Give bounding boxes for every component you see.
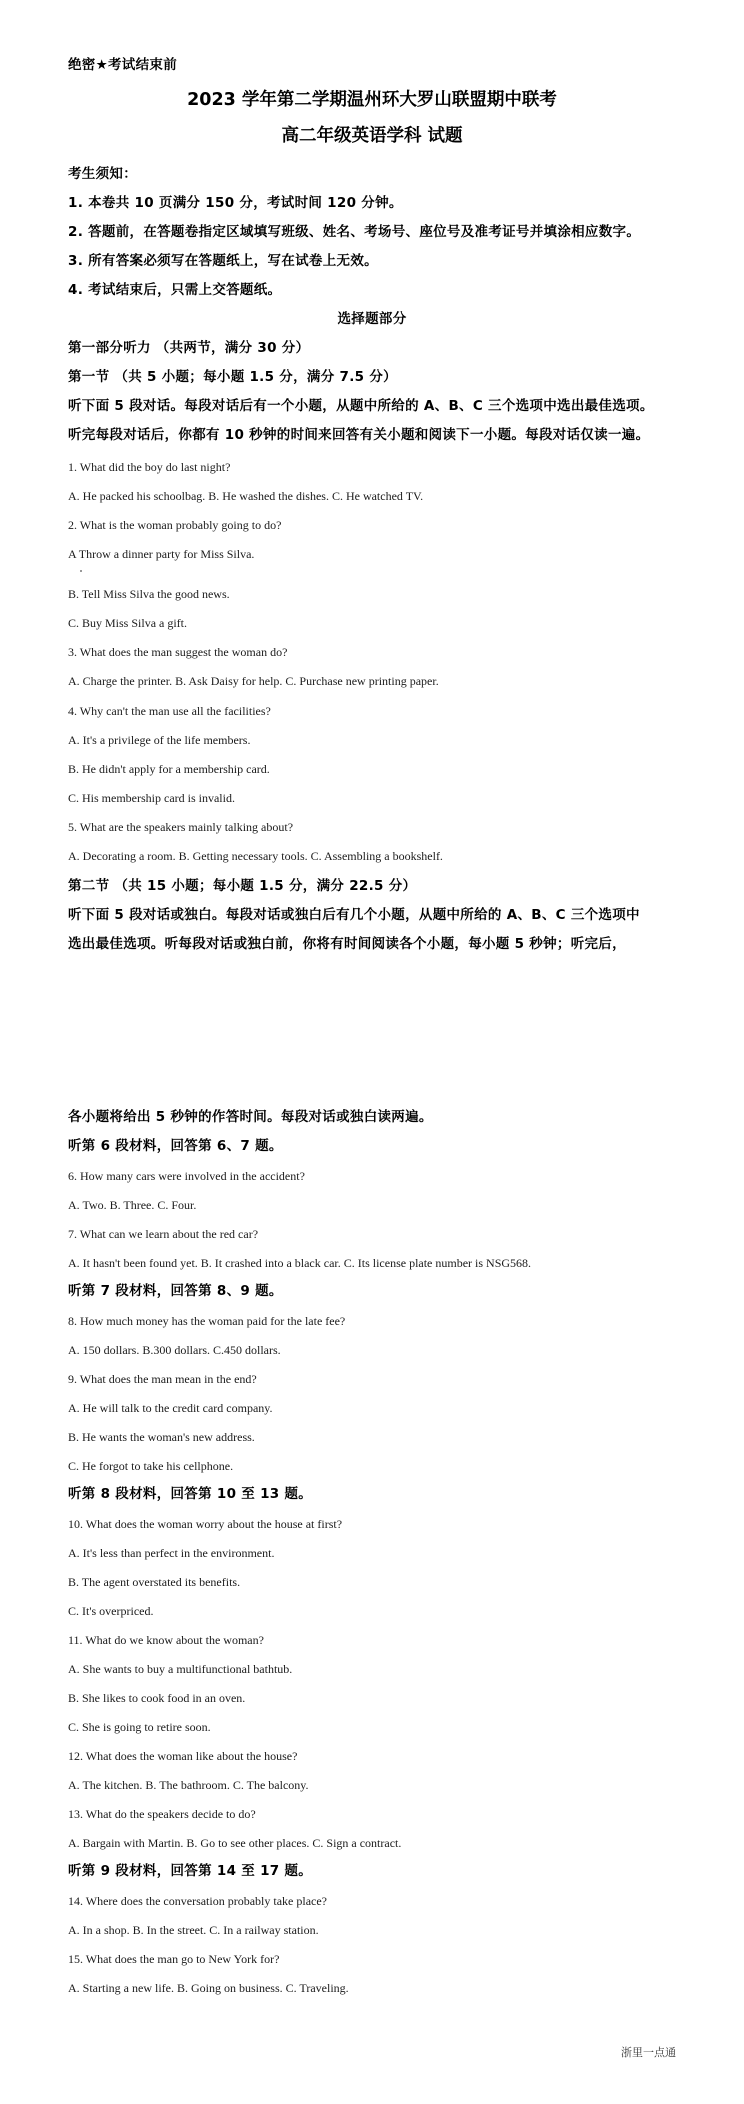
question-line: A. He packed his schoolbag. B. He washed the dishes. C. He watched TV.: [68, 489, 424, 503]
question-line: A. It's less than perfect in the environment.: [68, 1546, 275, 1560]
question-line: 2. What is the woman probably going to do?: [68, 518, 282, 532]
notice-item: 1. 本卷共 10 页满分 150 分，考试时间 120 分钟。: [68, 195, 403, 211]
question-line: 9. What does the man mean in the end?: [68, 1372, 257, 1386]
part1-heading: 第一部分听力 （共两节，满分 30 分）: [68, 340, 310, 356]
question-line: C. She is going to retire soon.: [68, 1720, 211, 1734]
section-title: 选择题部分: [337, 311, 407, 327]
question-line: A. In a shop. B. In the street. C. In a railway station.: [68, 1923, 319, 1937]
question-line: 4. Why can't the man use all the facilities?: [68, 704, 271, 718]
question-line: 10. What does the woman worry about the house at first?: [68, 1517, 343, 1531]
exam-title: 2023 学年第二学期温州环大罗山联盟期中联考: [187, 90, 557, 110]
sec1-heading: 第一节 （共 5 小题；每小题 1.5 分，满分 7.5 分）: [68, 369, 397, 385]
question-line: A. Starting a new life. B. Going on business. C. Traveling.: [68, 1981, 349, 1995]
question-line: 12. What does the woman like about the house?: [68, 1749, 298, 1763]
scan-speck: [80, 570, 82, 572]
question-line: 8. How much money has the woman paid for the late fee?: [68, 1314, 346, 1328]
question-line: 5. What are the speakers mainly talking about?: [68, 820, 294, 834]
notice-item: 4. 考试结束后，只需上交答题纸。: [68, 282, 282, 298]
question-line: 1. What did the boy do last night?: [68, 460, 231, 474]
material-heading: 听第 7 段材料，回答第 8、9 题。: [68, 1283, 283, 1299]
question-line: A. 150 dollars. B.300 dollars. C.450 dollars.: [68, 1343, 281, 1357]
notice-item: 2. 答题前，在答题卷指定区域填写班级、姓名、考场号、座位号及准考证号并填涂相应数字。: [68, 224, 641, 240]
question-line: 7. What can we learn about the red car?: [68, 1227, 259, 1241]
material-heading: 听第 6 段材料，回答第 6、7 题。: [68, 1138, 283, 1154]
question-line: 6. How many cars were involved in the accident?: [68, 1169, 305, 1183]
question-line: A. The kitchen. B. The bathroom. C. The balcony.: [68, 1778, 309, 1792]
exam-subtitle: 高二年级英语学科 试题: [281, 126, 463, 146]
sec2-instruction: 选出最佳选项。听每段对话或独白前，你将有时间阅读各个小题，每小题 5 秒钟；听完后，: [68, 936, 626, 952]
question-line: 11. What do we know about the woman?: [68, 1633, 264, 1647]
question-line: A. Two. B. Three. C. Four.: [68, 1198, 197, 1212]
question-line: B. He wants the woman's new address.: [68, 1430, 255, 1444]
question-line: A. Bargain with Martin. B. Go to see other places. C. Sign a contract.: [68, 1836, 402, 1850]
question-line: 13. What do the speakers decide to do?: [68, 1807, 256, 1821]
question-line: A. Decorating a room. B. Getting necessary tools. C. Assembling a bookshelf.: [68, 849, 443, 863]
question-line: C. It's overpriced.: [68, 1604, 154, 1618]
question-line: 15. What does the man go to New York for?: [68, 1952, 280, 1966]
confidential-label: 绝密★考试结束前: [68, 57, 178, 73]
question-line: A. It hasn't been found yet. B. It crashed into a black car. C. Its license plate number is NSG568.: [68, 1256, 532, 1270]
question-line: A Throw a dinner party for Miss Silva.: [68, 547, 255, 561]
footer-brand: 浙里一点通: [621, 2046, 676, 2059]
question-line: C. He forgot to take his cellphone.: [68, 1459, 234, 1473]
question-line: C. His membership card is invalid.: [68, 791, 235, 805]
sec2-heading: 第二节 （共 15 小题；每小题 1.5 分，满分 22.5 分）: [68, 878, 417, 894]
sec2-instruction: 各小题将给出 5 秒钟的作答时间。每段对话或独白读两遍。: [68, 1109, 433, 1125]
question-line: B. Tell Miss Silva the good news.: [68, 587, 230, 601]
material-heading: 听第 9 段材料，回答第 14 至 17 题。: [68, 1863, 313, 1879]
notice-item: 3. 所有答案必须写在答题纸上，写在试卷上无效。: [68, 253, 378, 269]
question-line: B. He didn't apply for a membership card.: [68, 762, 270, 776]
sec1-instruction: 听完每段对话后，你都有 10 秒钟的时间来回答有关小题和阅读下一小题。每段对话仅读一遍。: [68, 427, 650, 443]
question-line: A. Charge the printer. B. Ask Daisy for help. C. Purchase new printing paper.: [68, 674, 439, 688]
material-heading: 听第 8 段材料，回答第 10 至 13 题。: [68, 1486, 313, 1502]
question-line: B. The agent overstated its benefits.: [68, 1575, 241, 1589]
question-line: 3. What does the man suggest the woman do?: [68, 645, 288, 659]
question-line: 14. Where does the conversation probably take place?: [68, 1894, 328, 1908]
question-line: A. It's a privilege of the life members.: [68, 733, 251, 747]
question-line: B. She likes to cook food in an oven.: [68, 1691, 246, 1705]
question-line: A. He will talk to the credit card company.: [68, 1401, 273, 1415]
question-line: C. Buy Miss Silva a gift.: [68, 616, 188, 630]
sec1-instruction: 听下面 5 段对话。每段对话后有一个小题，从题中所给的 A、B、C 三个选项中选出最佳选项。: [68, 398, 654, 414]
sec2-instruction: 听下面 5 段对话或独白。每段对话或独白后有几个小题，从题中所给的 A、B、C 三个选项中: [68, 907, 640, 923]
question-line: A. She wants to buy a multifunctional bathtub.: [68, 1662, 293, 1676]
notice-heading: 考生须知：: [68, 166, 137, 182]
